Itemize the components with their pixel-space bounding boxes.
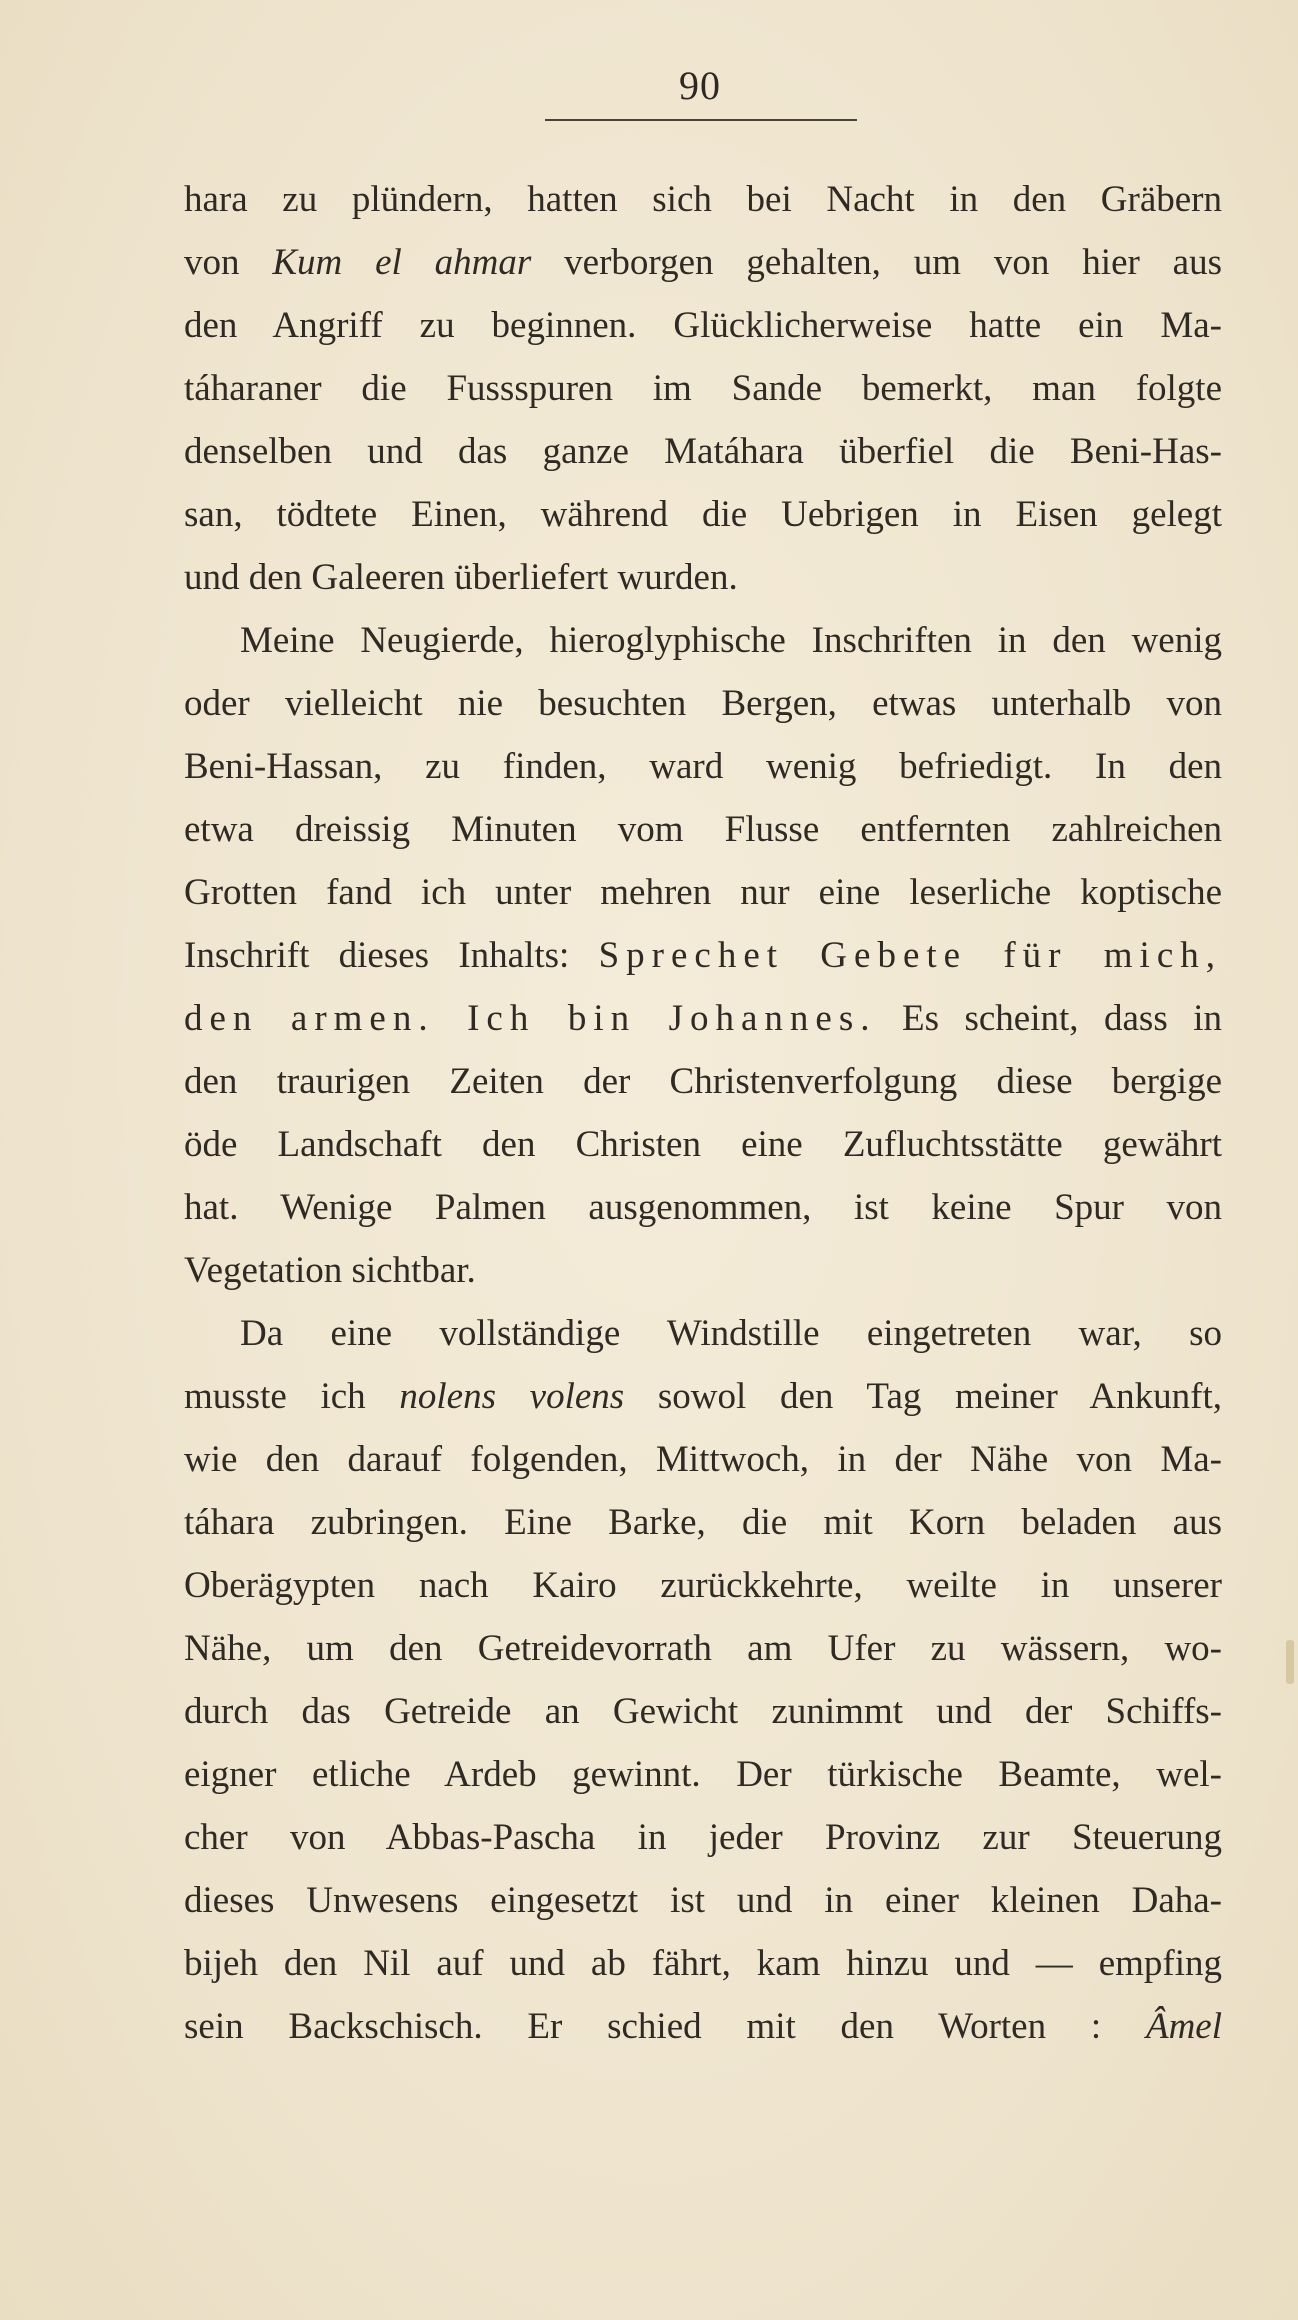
text-segment: oder vielleicht nie besuchten Bergen, etwas unterhalb von: [184, 683, 1222, 724]
text-segment: den traurigen Zeiten der Christenverfolgung diese bergige: [184, 1061, 1222, 1102]
text-line: [184, 1113, 1222, 1176]
text-line: [184, 735, 1222, 798]
italic-phrase: nolens volens: [399, 1376, 625, 1417]
text-segment: den Angriff zu beginnen. Glücklicherweise hatte ein Ma-: [184, 305, 1222, 346]
text-line: [184, 546, 1222, 609]
text-segment: Da eine vollständige Windstille eingetreten war, so: [240, 1313, 1222, 1354]
text-line: [184, 1176, 1222, 1239]
text-line: [184, 483, 1222, 546]
text-segment: verborgen gehalten, um von hier aus: [531, 242, 1222, 283]
text-line: [184, 1491, 1222, 1554]
text-segment: denselben und das ganze Matáhara überfiel die Beni-Has-: [184, 431, 1222, 472]
text-segment: cher von Abbas-Pascha in jeder Provinz zur Steuerung: [184, 1817, 1222, 1858]
text-line: [184, 1806, 1222, 1869]
text-line: [184, 1302, 1222, 1365]
text-segment: Grotten fand ich unter mehren nur eine leserliche koptische: [184, 872, 1222, 913]
text-segment: eigner etliche Ardeb gewinnt. Der türkische Beamte, wel-: [184, 1754, 1222, 1795]
page-number: 90: [679, 63, 721, 108]
text-segment: táhara zubringen. Eine Barke, die mit Korn beladen aus: [184, 1502, 1222, 1543]
spaced-phrase: Sprechet Gebete für mich,: [598, 935, 1222, 976]
text-segment: Vegetation sichtbar.: [184, 1250, 476, 1291]
text-line: [184, 168, 1222, 231]
text-line: [184, 420, 1222, 483]
text-line: [184, 357, 1222, 420]
page-edge-mark: [1286, 1640, 1294, 1684]
text-segment: sowol den Tag meiner Ankunft,: [624, 1376, 1223, 1417]
text-segment: Nähe, um den Getreidevorrath am Ufer zu wässern, wo-: [184, 1628, 1222, 1669]
text-segment: táharaner die Fussspuren im Sande bemerkt, man folgte: [184, 368, 1222, 409]
text-segment: san, tödtete Einen, während die Uebrigen in Eisen gelegt: [184, 494, 1222, 535]
text-line: [184, 1743, 1222, 1806]
text-segment: musste ich: [184, 1376, 400, 1417]
text-line: [184, 1995, 1222, 2058]
text-segment: und den Galeeren überliefert wurden.: [184, 557, 738, 598]
text-segment: Oberägypten nach Kairo zurückkehrte, weilte in unserer: [184, 1565, 1222, 1606]
text-line: [184, 231, 1222, 294]
text-line: [184, 1428, 1222, 1491]
body-text: [184, 168, 1222, 2058]
text-segment: wie den darauf folgenden, Mittwoch, in der Nähe von Ma-: [184, 1439, 1222, 1480]
text-line: [184, 798, 1222, 861]
text-segment: bijeh den Nil auf und ab fährt, kam hinzu und — empfing: [184, 1943, 1222, 1984]
text-segment: Es scheint, dass in: [876, 998, 1222, 1039]
text-line: [184, 1554, 1222, 1617]
text-line: [184, 609, 1222, 672]
text-segment: etwa dreissig Minuten vom Flusse entfernten zahlreichen: [184, 809, 1222, 850]
italic-phrase: Kum el ahmar: [272, 242, 532, 283]
text-segment: dieses Unwesens eingesetzt ist und in einer kleinen Daha-: [184, 1880, 1222, 1921]
spaced-phrase: den armen. Ich bin Johannes.: [184, 998, 877, 1039]
text-segment: hara zu plündern, hatten sich bei Nacht in den Gräbern: [184, 179, 1222, 220]
text-line: [184, 1680, 1222, 1743]
text-line: [184, 294, 1222, 357]
text-segment: Meine Neugierde, hieroglyphische Inschriften in den wenig: [240, 620, 1222, 661]
text-segment: durch das Getreide an Gewicht zunimmt und der Schiffs-: [184, 1691, 1222, 1732]
text-segment: sein Backschisch. Er schied mit den Worten :: [184, 2006, 1146, 2047]
text-line: [184, 987, 1222, 1050]
text-line: [184, 1869, 1222, 1932]
italic-phrase: Âmel: [1145, 2006, 1222, 2047]
text-line: [184, 1365, 1222, 1428]
text-segment: hat. Wenige Palmen ausgenommen, ist keine Spur von: [184, 1187, 1222, 1228]
text-line: [184, 1239, 1222, 1302]
text-line: [184, 1617, 1222, 1680]
text-segment: Inschrift dieses Inhalts:: [184, 935, 599, 976]
text-line: [184, 1932, 1222, 1995]
text-segment: öde Landschaft den Christen eine Zufluchtsstätte gewährt: [184, 1124, 1222, 1165]
text-line: [184, 861, 1222, 924]
text-segment: Beni-Hassan, zu finden, ward wenig befriedigt. In den: [184, 746, 1222, 787]
text-line: [184, 924, 1222, 987]
text-segment: von: [184, 242, 273, 283]
text-line: [184, 672, 1222, 735]
text-line: [184, 1050, 1222, 1113]
header-rule: [545, 119, 857, 121]
